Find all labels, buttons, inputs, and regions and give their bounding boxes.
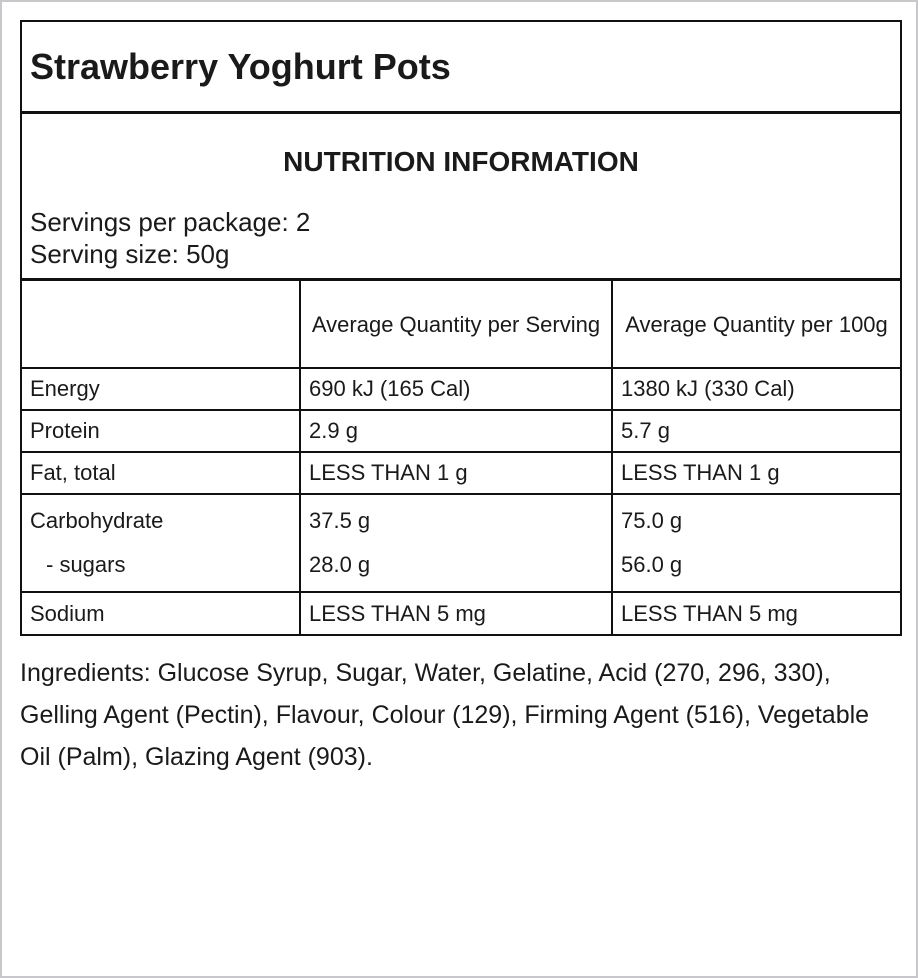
- per-serving-value: 2.9 g: [300, 410, 612, 452]
- table-row-carbohydrate: [22, 494, 900, 592]
- serving-size: Serving size: 50g: [30, 239, 230, 269]
- servings-per-package: Servings per package: 2: [30, 207, 311, 237]
- sugars-label: - sugars: [46, 552, 126, 577]
- nutrition-info-section: [22, 114, 900, 281]
- nutrition-table: [22, 281, 900, 634]
- row-label: Protein: [22, 410, 300, 452]
- carbohydrate-per100-cell: [612, 494, 900, 592]
- table-header-row: [22, 281, 900, 368]
- row-label: Sodium: [22, 592, 300, 634]
- nutrition-heading: NUTRITION INFORMATION: [283, 146, 639, 177]
- carbohydrate-label-cell: [22, 494, 300, 592]
- per-serving-value: LESS THAN 1 g: [300, 452, 612, 494]
- row-label: Fat, total: [22, 452, 300, 494]
- carbohydrate-serving-cell: [300, 494, 612, 592]
- per-serving-value: 690 kJ (165 Cal): [300, 368, 612, 410]
- serving-details: [30, 206, 310, 270]
- carbohydrate-label: Carbohydrate: [30, 508, 164, 533]
- per-100g-value: 1380 kJ (330 Cal): [612, 368, 900, 410]
- sugars-serving: 28.0 g: [309, 552, 371, 577]
- per-100g-value: LESS THAN 5 mg: [612, 592, 900, 634]
- per-100g-value: LESS THAN 1 g: [612, 452, 900, 494]
- header-per-serving: Average Quantity per Serving: [300, 281, 612, 368]
- table-row-protein: [22, 410, 900, 452]
- table-row-energy: [22, 368, 900, 410]
- table-row-sodium: [22, 592, 900, 634]
- product-title: Strawberry Yoghurt Pots: [22, 22, 900, 114]
- carbohydrate-serving: 37.5 g: [309, 508, 371, 533]
- carbohydrate-per100: 75.0 g: [621, 508, 683, 533]
- header-per-100g: Average Quantity per 100g: [612, 281, 900, 368]
- header-blank-cell: [22, 281, 300, 368]
- row-label: Energy: [22, 368, 300, 410]
- ingredients-text: Ingredients: Glucose Syrup, Sugar, Water, Gelatine, Acid (270, 296, 330), Gelling Agent (Pectin), Flavour, Colour (129), Firming Agent (516), Vegetable Oil (Palm), Glazing Agent (903).: [20, 659, 870, 771]
- per-100g-value: 5.7 g: [612, 410, 900, 452]
- table-row-fat: [22, 452, 900, 494]
- nutrition-panel: [20, 20, 902, 636]
- per-serving-value: LESS THAN 5 mg: [300, 592, 612, 634]
- sugars-per100: 56.0 g: [621, 552, 683, 577]
